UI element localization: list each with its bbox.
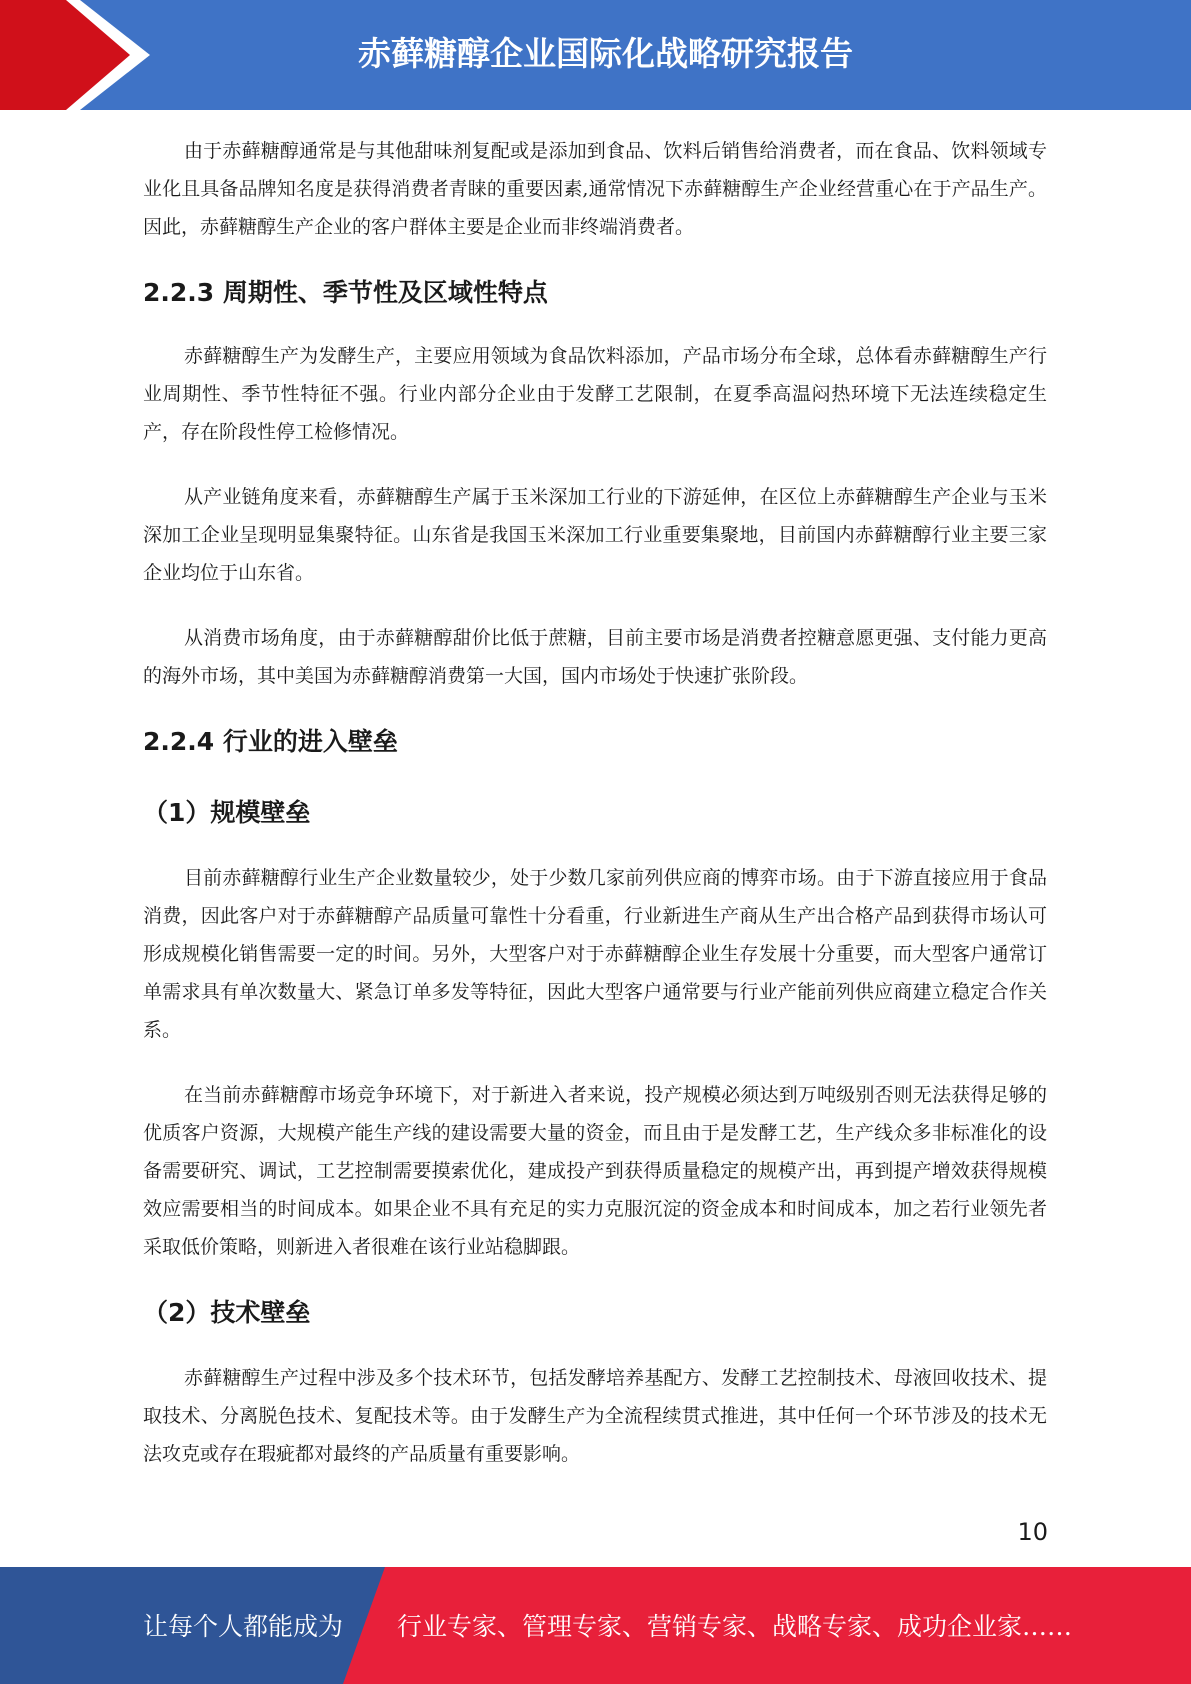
page-footer (0, 1567, 1191, 1684)
section-heading-2-2-3: 2.2.3 周期性、季节性及区域性特点 (143, 278, 548, 307)
page-content (143, 132, 1047, 1473)
footer-slogan-left: 让每个人都能成为 (143, 1612, 344, 1641)
paragraph-scale-barrier-2: 在当前赤藓糖醇市场竞争环境下，对于新进入者来说，投产规模必须达到万吨级别否则无法获得足够的优质客户资源，大规模产能生产线的建设需要大量的资金，而且由于是发酵工艺，生产线众多非标准化的设备需要研究、调试，工艺控制需要摸索优化，建成投产到获得质量稳定的规模产出，再到提产增效获得规模效应需要相当的时间成本。如果企业不具有充足的实力克服沉淀的资金成本和时间成本，加之若行业领先者采取低价策略，则新进入者很难在该行业站稳脚跟。 (143, 1084, 1047, 1258)
paragraph-customer-base: 由于赤藓糖醇通常是与其他甜味剂复配或是添加到食品、饮料后销售给消费者，而在食品、饮料领域专业化且具备品牌知名度是获得消费者青睐的重要因素,通常情况下赤藓糖醇生产企业经营重心在于产品生产。因此，赤藓糖醇生产企业的客户群体主要是企业而非终端消费者。 (143, 140, 1047, 238)
paragraph-tech-barrier: 赤藓糖醇生产过程中涉及多个技术环节，包括发酵培养基配方、发酵工艺控制技术、母液回收技术、提取技术、分离脱色技术、复配技术等。由于发酵生产为全流程续贯式推进，其中任何一个环节涉及的技术无法攻克或存在瑕疵都对最终的产品质量有重要影响。 (143, 1367, 1047, 1465)
subheading-scale-barrier: （1）规模壁垒 (143, 798, 311, 827)
footer-slogan-right: 行业专家、管理专家、营销专家、战略专家、成功企业家…… (397, 1612, 1073, 1641)
page-number: 10 (1017, 1518, 1048, 1546)
paragraph-industry-chain: 从产业链角度来看，赤藓糖醇生产属于玉米深加工行业的下游延伸，在区位上赤藓糖醇生产企业与玉米深加工企业呈现明显集聚特征。山东省是我国玉米深加工行业重要集聚地，目前国内赤藓糖醇行业主要三家企业均位于山东省。 (143, 486, 1047, 584)
subheading-tech-barrier: （2）技术壁垒 (143, 1298, 311, 1327)
section-heading-2-2-4: 2.2.4 行业的进入壁垒 (143, 727, 398, 756)
page-header (0, 0, 1191, 110)
paragraph-scale-barrier-1: 目前赤藓糖醇行业生产企业数量较少，处于少数几家前列供应商的博弈市场。由于下游直接应用于食品消费，因此客户对于赤藓糖醇产品质量可靠性十分看重，行业新进生产商从生产出合格产品到获得市场认可形成规模化销售需要一定的时间。另外，大型客户对于赤藓糖醇企业生存发展十分重要，而大型客户通常订单需求具有单次数量大、紧急订单多发等特征，因此大型客户通常要与行业产能前列供应商建立稳定合作关系。 (143, 867, 1047, 1041)
report-title: 赤藓糖醇企业国际化战略研究报告 (358, 34, 853, 73)
paragraph-cyclicality: 赤藓糖醇生产为发酵生产，主要应用领域为食品饮料添加，产品市场分布全球，总体看赤藓糖醇生产行业周期性、季节性特征不强。行业内部分企业由于发酵工艺限制，在夏季高温闷热环境下无法连续稳定生产，存在阶段性停工检修情况。 (143, 345, 1047, 443)
paragraph-consumer-market: 从消费市场角度，由于赤藓糖醇甜价比低于蔗糖，目前主要市场是消费者控糖意愿更强、支付能力更高的海外市场，其中美国为赤藓糖醇消费第一大国，国内市场处于快速扩张阶段。 (143, 627, 1047, 687)
